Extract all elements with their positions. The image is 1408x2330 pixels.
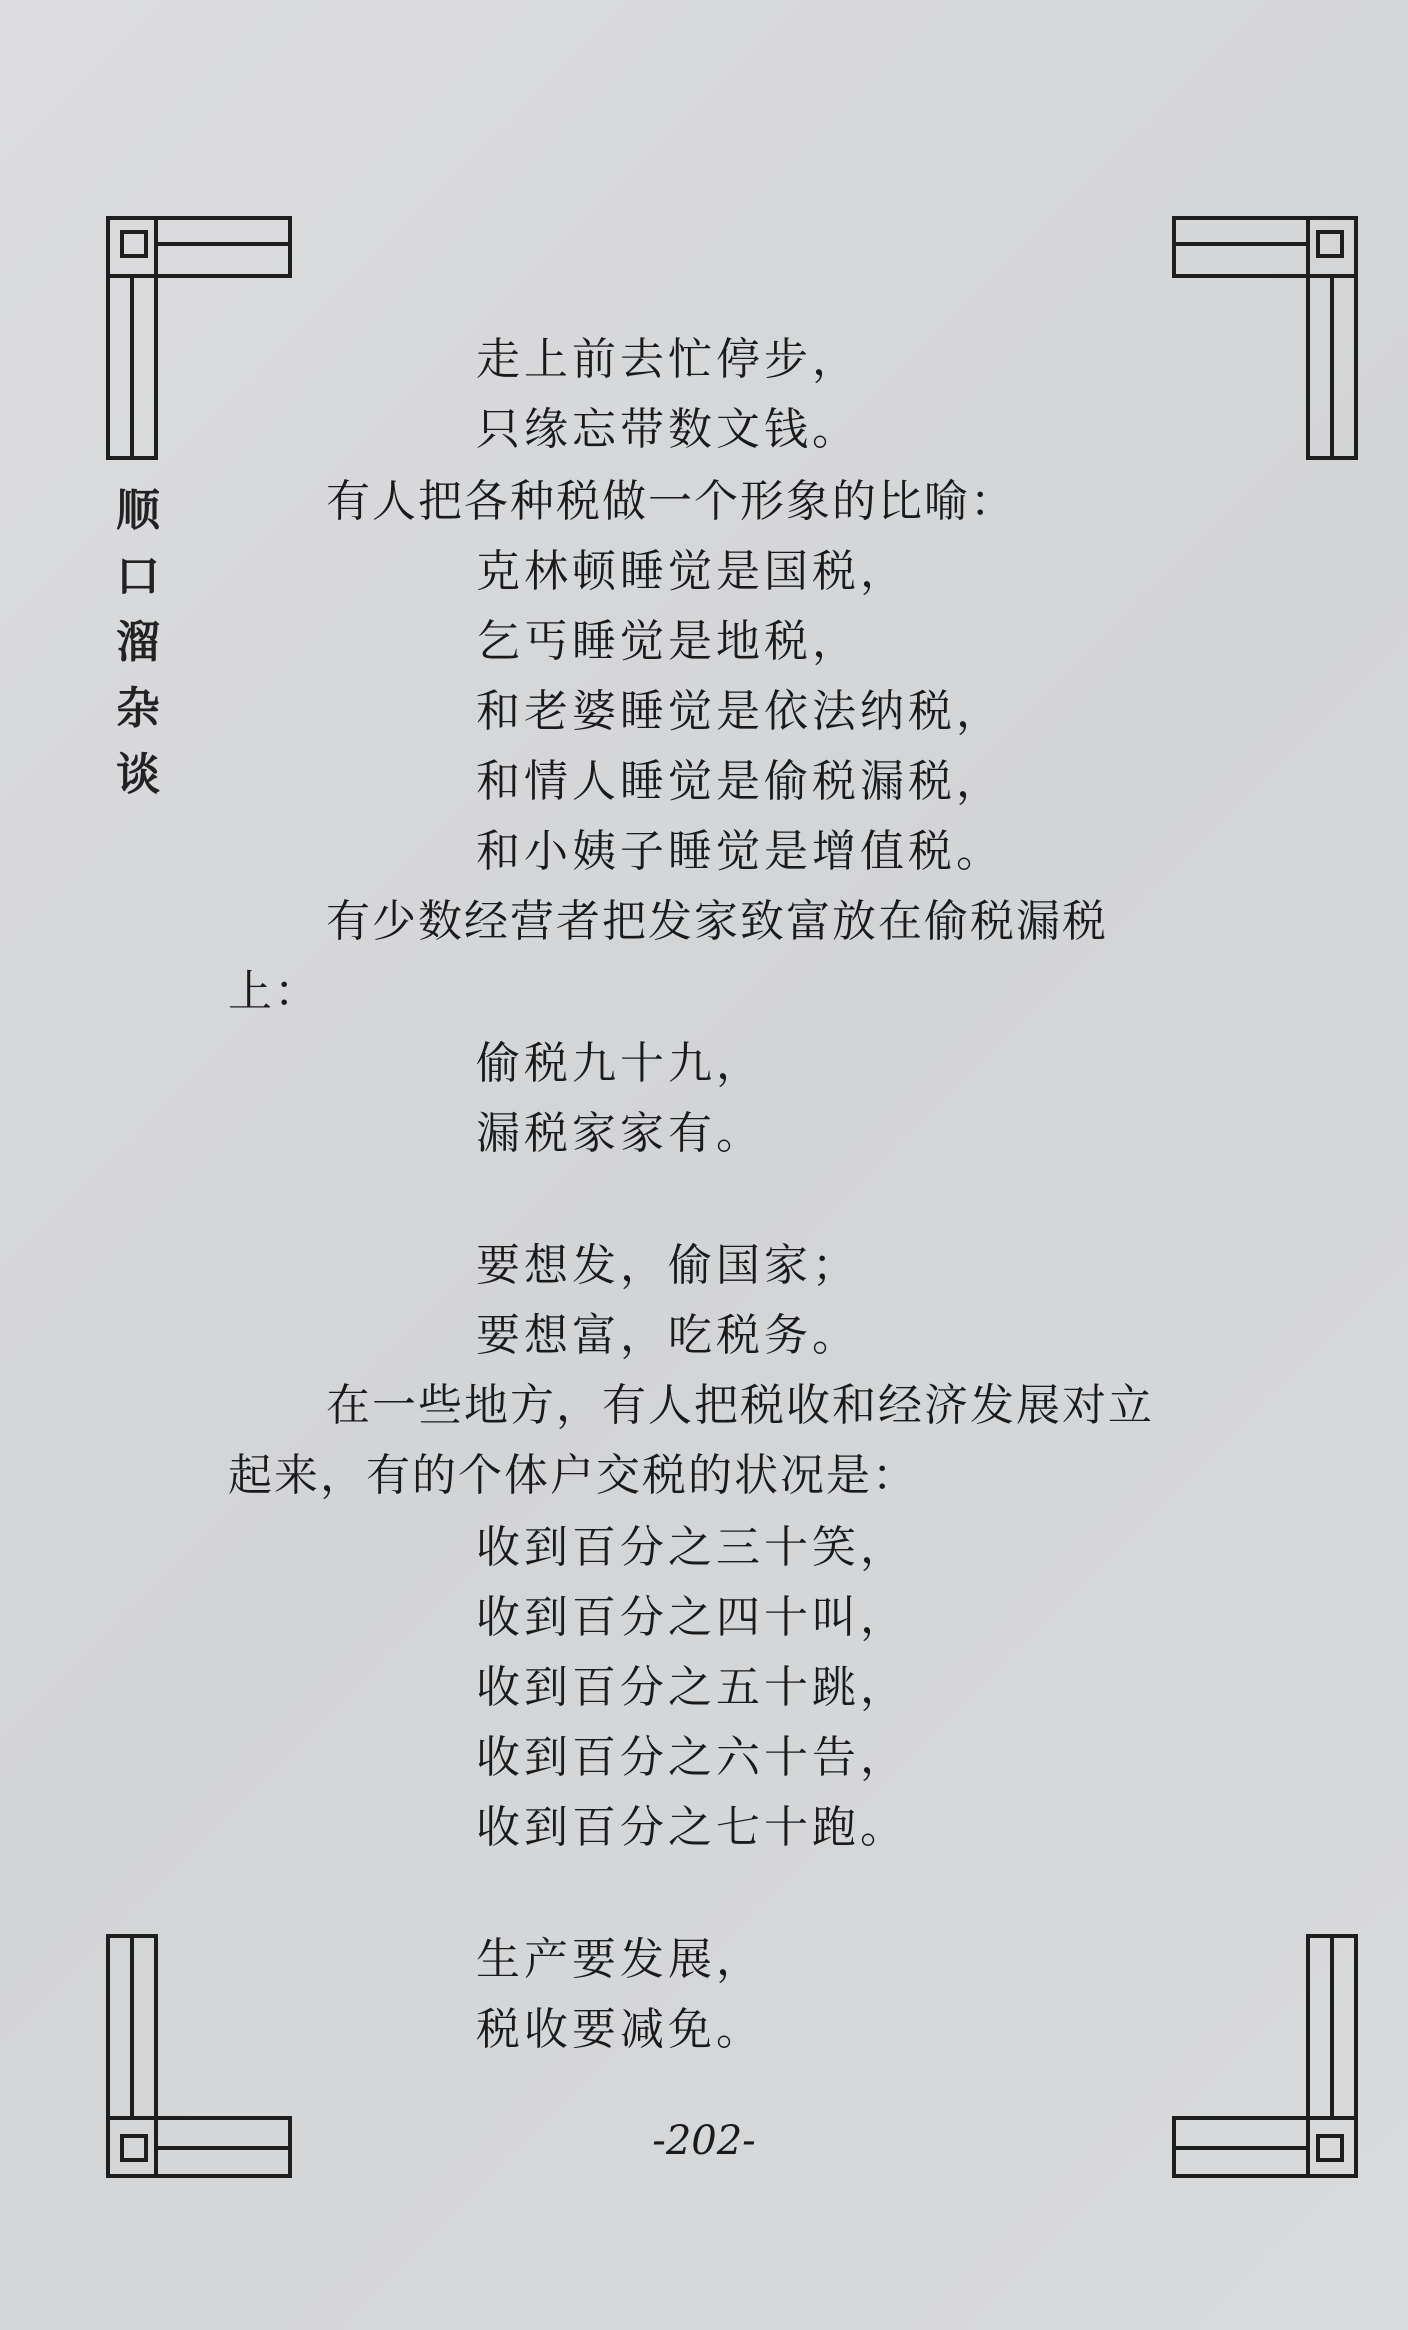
- side-title-char: 杂: [116, 683, 160, 734]
- corner-ornament-top-left: [104, 214, 294, 464]
- side-title-char: 口: [116, 551, 160, 602]
- side-title-char: 谈: [116, 749, 160, 800]
- corner-ornament-top-right: [1170, 214, 1360, 464]
- side-title: [108, 478, 168, 808]
- paragraph-line: 有少数经营者把发家致富放在偷税漏税: [326, 896, 1108, 947]
- verse-line: 和情人睡觉是偷税漏税，: [476, 756, 1004, 807]
- paragraph-line: 有人把各种税做一个形象的比喻：: [326, 476, 1016, 527]
- side-title-char: 顺: [116, 485, 160, 536]
- verse-line: 收到百分之四十叫，: [476, 1592, 908, 1643]
- verse-line: 只缘忘带数文钱。: [476, 404, 860, 455]
- verse-line: 要想富，吃税务。: [476, 1310, 860, 1361]
- verse-line: 收到百分之三十笑，: [476, 1522, 908, 1573]
- verse-line: 要想发，偷国家；: [476, 1240, 860, 1291]
- verse-line: 收到百分之五十跳，: [476, 1662, 908, 1713]
- verse-line: 乞丐睡觉是地税，: [476, 616, 860, 667]
- verse-line: 税收要减免。: [476, 2004, 764, 2055]
- verse-line: 收到百分之七十跑。: [476, 1802, 908, 1853]
- verse-line: 偷税九十九，: [476, 1038, 764, 1089]
- paragraph-line: 上：: [228, 966, 320, 1017]
- verse-line: 走上前去忙停步，: [476, 334, 860, 385]
- page-number: -202-: [652, 2118, 756, 2164]
- verse-line: 收到百分之六十告，: [476, 1732, 908, 1783]
- verse-line: 和老婆睡觉是依法纳税，: [476, 686, 1004, 737]
- verse-line: 克林顿睡觉是国税，: [476, 546, 908, 597]
- verse-line: 生产要发展，: [476, 1934, 764, 1985]
- paragraph-line: 起来，有的个体户交税的状况是：: [228, 1450, 918, 1501]
- side-title-char: 溜: [116, 617, 160, 668]
- verse-line: 漏税家家有。: [476, 1108, 764, 1159]
- verse-line: 和小姨子睡觉是增值税。: [476, 826, 1004, 877]
- paragraph-line: 在一些地方，有人把税收和经济发展对立: [326, 1380, 1154, 1431]
